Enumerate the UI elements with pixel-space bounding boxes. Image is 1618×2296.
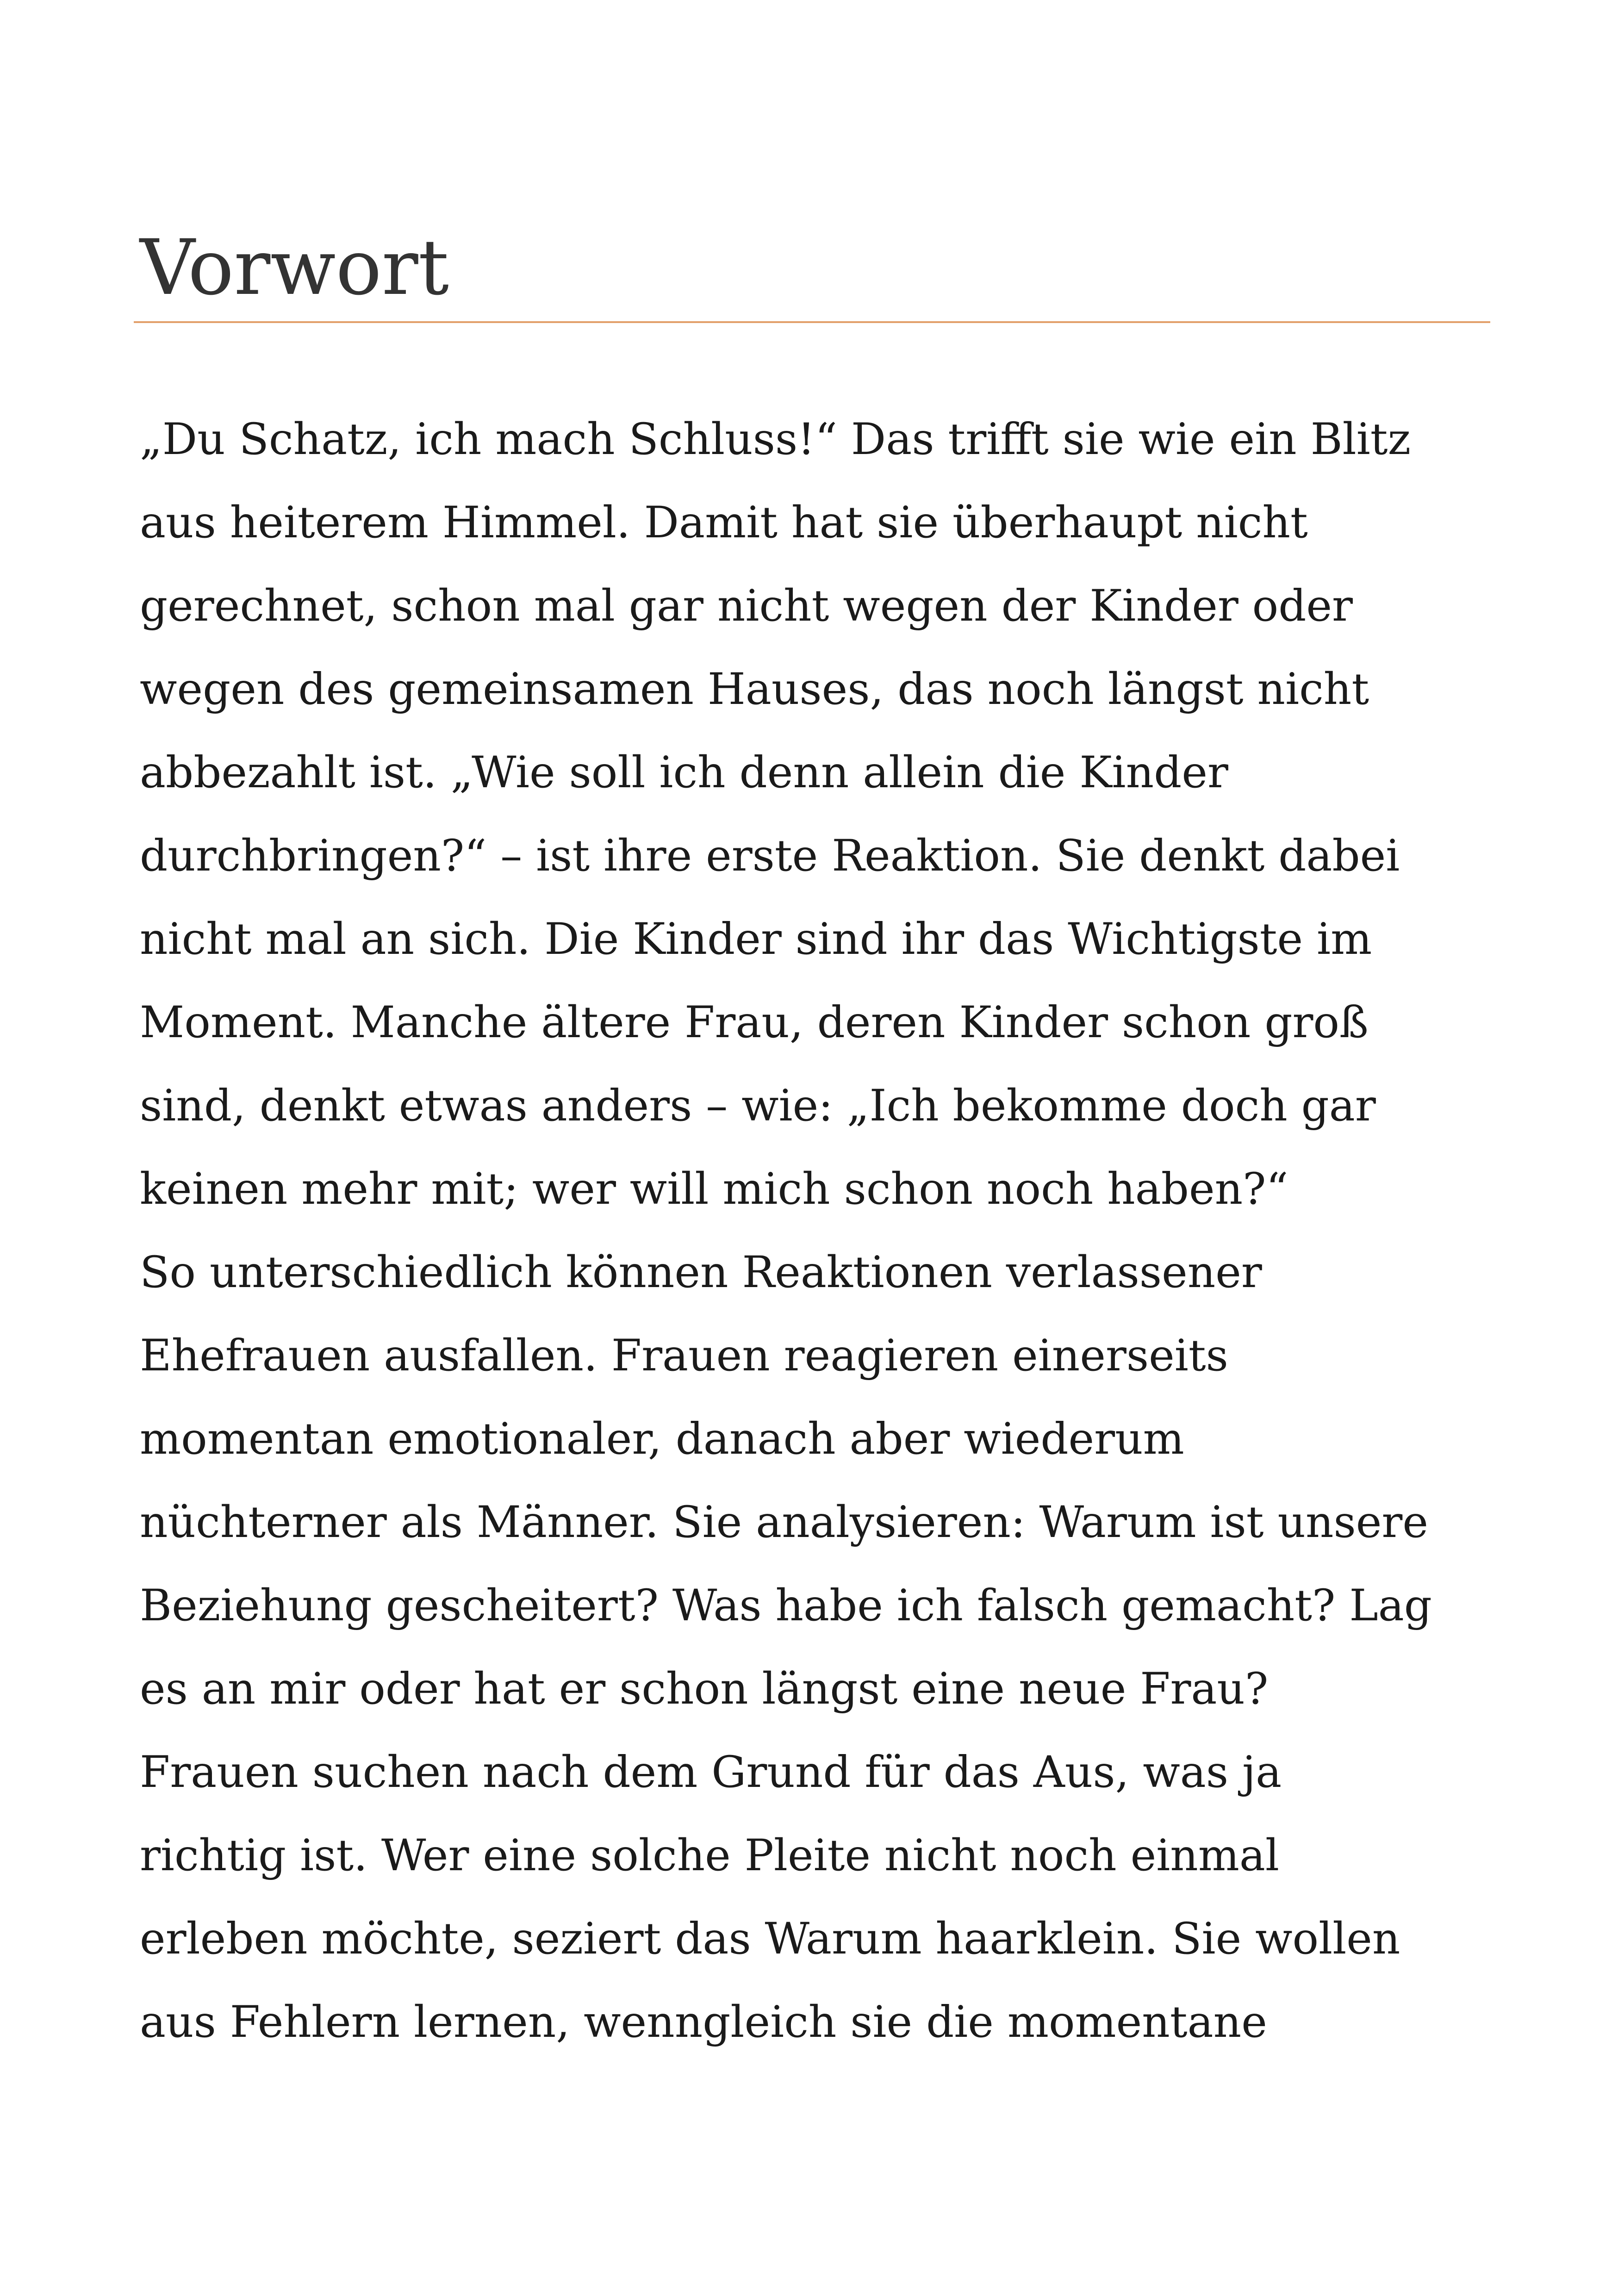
text-line: abbezahlt ist. „Wie soll ich denn allein die Kinder — [140, 747, 1228, 798]
text-line: nicht mal an sich. Die Kinder sind ihr das Wichtigste im — [140, 914, 1372, 964]
text-line: keinen mehr mit; wer will mich schon noch haben?“ — [140, 1164, 1288, 1214]
text-line: wegen des gemeinsamen Hauses, das noch längst nicht — [140, 664, 1369, 715]
text-line: Moment. Manche ältere Frau, deren Kinder schon groß — [140, 997, 1369, 1048]
text-line: gerechnet, schon mal gar nicht wegen der Kinder oder — [140, 581, 1353, 631]
text-line: es an mir oder hat er schon längst eine neue Frau? — [140, 1664, 1269, 1714]
text-line: richtig ist. Wer eine solche Pleite nicht noch einmal — [140, 1830, 1280, 1881]
title-underline — [134, 321, 1490, 323]
text-line: sind, denkt etwas anders – wie: „Ich bekomme doch gar — [140, 1081, 1376, 1131]
text-line: aus Fehlern lernen, wenngleich sie die momentane — [140, 1997, 1267, 2047]
text-line: momentan emotionaler, danach aber wiederum — [140, 1414, 1184, 1464]
text-line: aus heiterem Himmel. Damit hat sie überhaupt nicht — [140, 498, 1308, 548]
text-line: erleben möchte, seziert das Warum haarklein. Sie wollen — [140, 1914, 1400, 1964]
text-line: durchbringen?“ – ist ihre erste Reaktion. Sie denkt dabei — [140, 831, 1400, 881]
page-title: Vorwort — [140, 223, 449, 312]
text-line: So unterschiedlich können Reaktionen verlassener — [140, 1247, 1262, 1298]
text-line: Ehefrauen ausfallen. Frauen reagieren einerseits — [140, 1331, 1228, 1381]
text-line: nüchterner als Männer. Sie analysieren: Warum ist unsere — [140, 1497, 1428, 1548]
text-line: Frauen suchen nach dem Grund für das Aus, was ja — [140, 1747, 1282, 1798]
text-line: Beziehung gescheitert? Was habe ich falsch gemacht? Lag — [140, 1580, 1432, 1631]
body-text — [140, 398, 1491, 2064]
text-line: „Du Schatz, ich mach Schluss!“ Das trifft sie wie ein Blitz — [140, 414, 1411, 465]
